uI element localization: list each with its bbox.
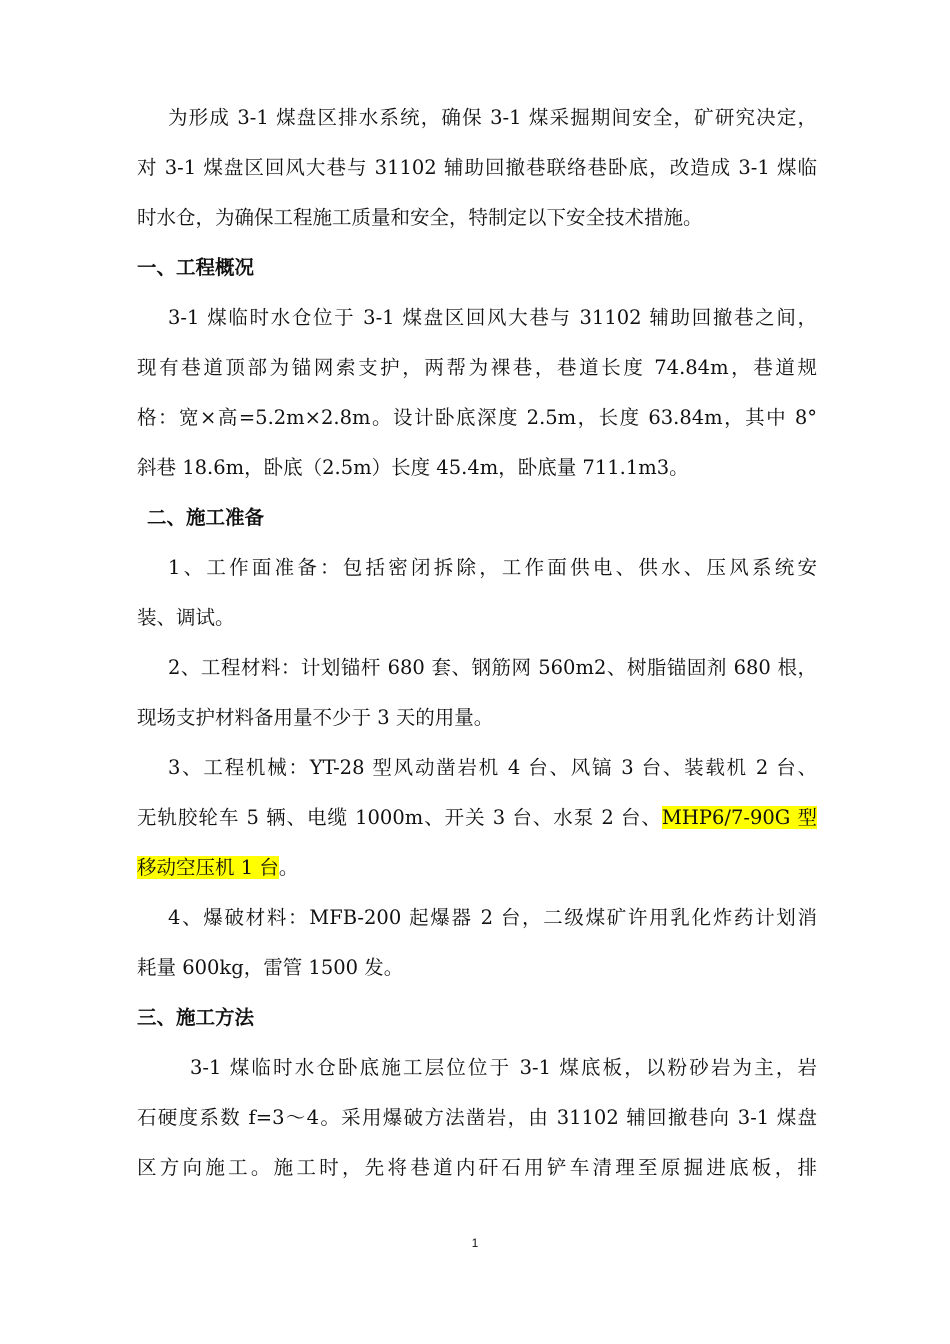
highlighted-equipment-text-cont: 移动空压机 1 台 [137, 856, 279, 879]
overview-line-4: 斜巷 18.6m，卧底（2.5m）长度 45.4m，卧底量 711.1m3。 [137, 456, 689, 479]
prep1-line-2: 装、调试。 [137, 606, 235, 629]
intro-line-2: 对 3-1 煤盘区回风大巷与 31102 辅助回撤巷联络巷卧底，改造成 3-1 煤临 [137, 156, 817, 179]
method-line-1: 3-1 煤临时水仓卧底施工层位位于 3-1 煤底板，以粉砂岩为主，岩 [190, 1056, 817, 1079]
section-heading-method: 三、施工方法 [137, 1006, 255, 1029]
prep3-line-1: 3、工程机械：YT-28 型风动凿岩机 4 台、风镐 3 台、装载机 2 台、 [168, 756, 817, 779]
method-line-3: 区方向施工。施工时，先将巷道内矸石用铲车清理至原掘进底板，排 [137, 1156, 817, 1179]
prep4-line-2: 耗量 600kg，雷管 1500 发。 [137, 956, 404, 979]
prep1-line-1: 1、工作面准备：包括密闭拆除，工作面供电、供水、压风系统安 [168, 556, 817, 579]
intro-line-3: 时水仓，为确保工程施工质量和安全，特制定以下安全技术措施。 [137, 206, 703, 229]
overview-line-2: 现有巷道顶部为锚网索支护，两帮为裸巷，巷道长度 74.84m，巷道规 [137, 356, 817, 379]
prep2-line-2: 现场支护材料备用量不少于 3 天的用量。 [137, 706, 494, 729]
page-number: 1 [471, 1236, 479, 1250]
prep3-line-2-text: 无轨胶轮车 5 辆、电缆 1000m、开关 3 台、水泵 2 台、 [137, 806, 662, 829]
overview-line-1: 3-1 煤临时水仓位于 3-1 煤盘区回风大巷与 31102 辅助回撤巷之间， [168, 306, 817, 329]
intro-line-1: 为形成 3-1 煤盘区排水系统，确保 3-1 煤采掘期间安全，矿研究决定， [168, 106, 817, 129]
prep3-line-2 [137, 803, 817, 833]
section-heading-preparation: 二、施工准备 [147, 506, 265, 529]
overview-line-3: 格：宽×高=5.2m×2.8m。设计卧底深度 2.5m，长度 63.84m，其中 8° [137, 406, 817, 429]
prep3-line-3 [137, 853, 817, 883]
section-heading-overview: 一、工程概况 [137, 256, 255, 279]
prep2-line-1: 2、工程材料：计划锚杆 680 套、钢筋网 560m2、树脂锚固剂 680 根， [168, 656, 817, 679]
highlighted-equipment-text: MHP6/7-90G 型 [661, 806, 817, 829]
prep3-line-3-end: 。 [278, 856, 299, 879]
method-line-2: 石硬度系数 f=3～4。采用爆破方法凿岩，由 31102 辅回撤巷向 3-1 煤盘 [137, 1106, 817, 1129]
prep4-line-1: 4、爆破材料：MFB-200 起爆器 2 台，二级煤矿许用乳化炸药计划消 [168, 906, 817, 929]
